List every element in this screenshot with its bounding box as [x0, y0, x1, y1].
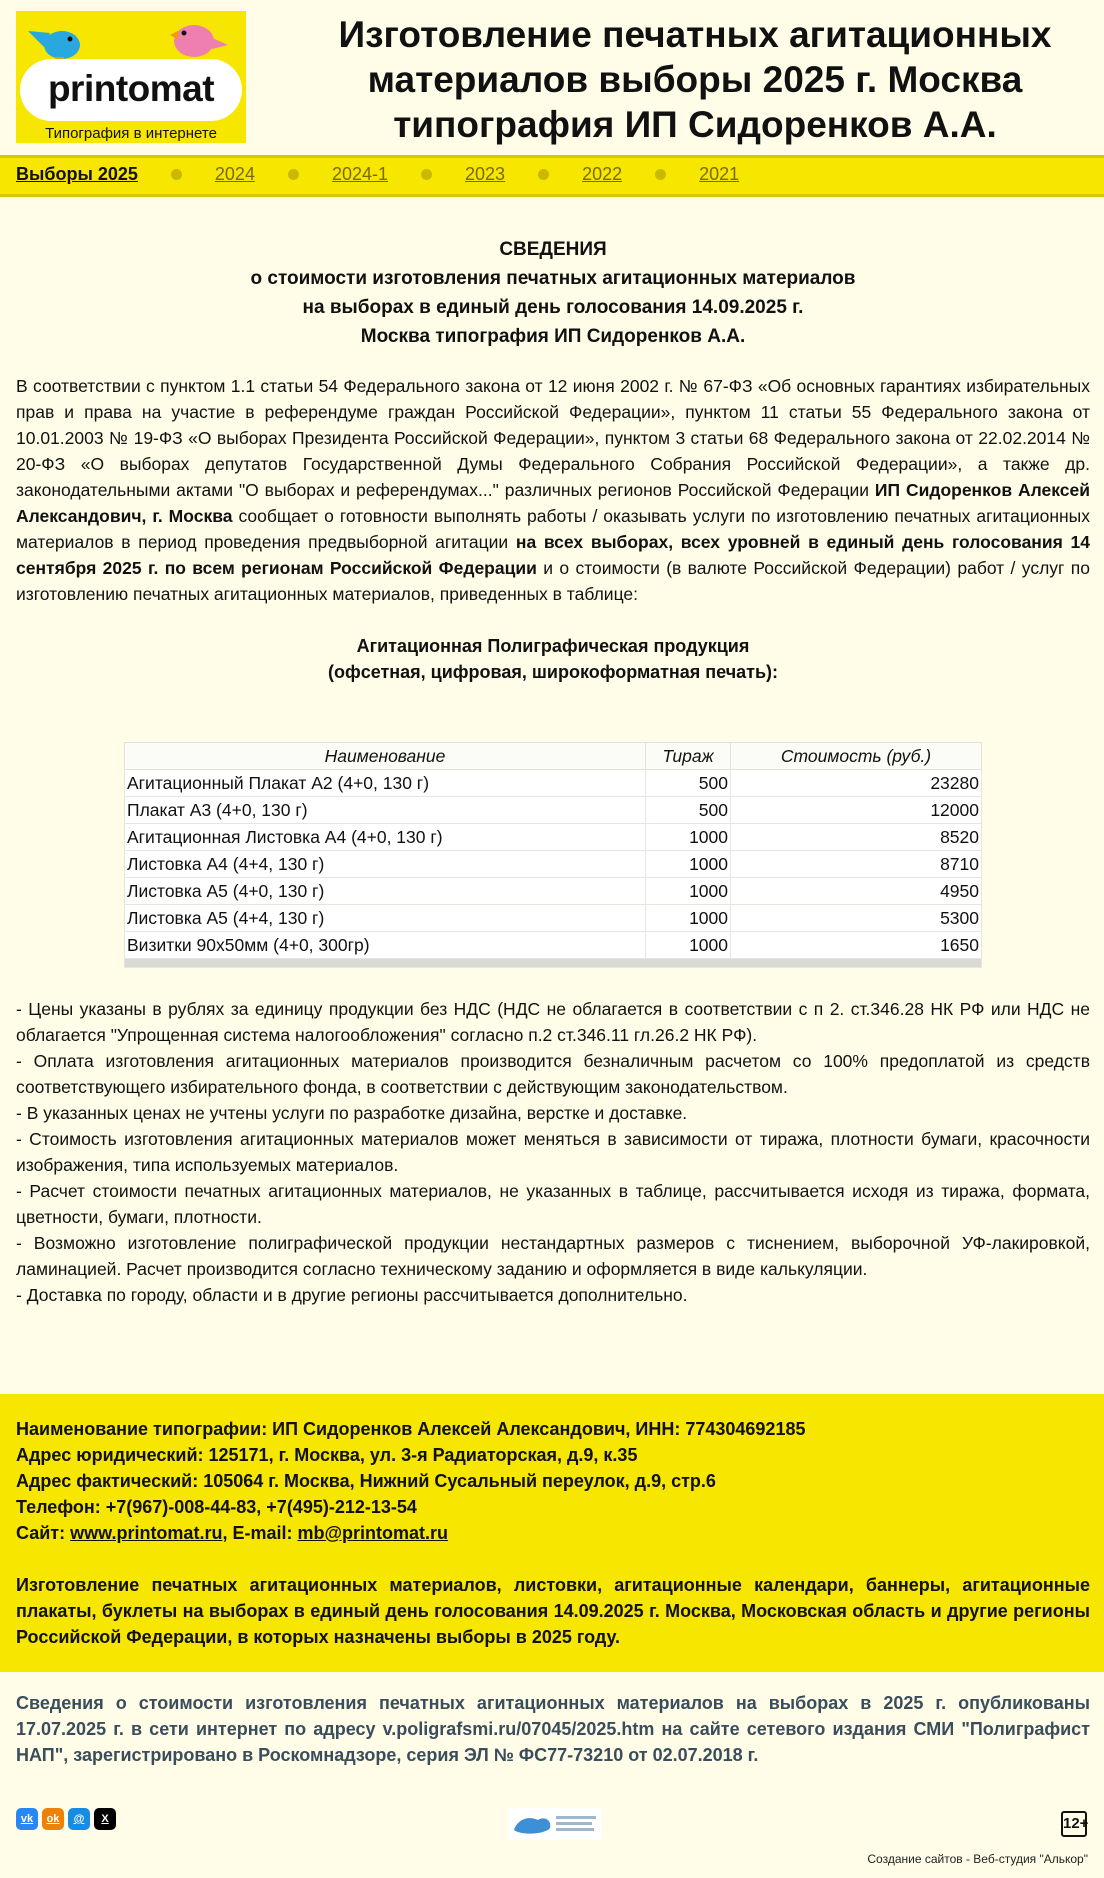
election-scope: на всех выборах, всех уровней в единый день голосования 14 сентября 2025 г. по всем регионам Российской Федерации — [16, 532, 1090, 578]
contacts-block — [0, 1394, 1104, 1672]
column-header-price: Стоимость (руб.) — [731, 743, 982, 770]
price-notes — [16, 996, 1090, 1308]
publication-notice: Сведения о стоимости изготовления печатных агитационных материалов на выборах в 2025 г. опубликованы 17.07.2025 г. в сети интернет по адресу v.poligrafsmi.ru/07045/2025.htm на сайте сетевого издания СМИ "Полиграфист НАП", зарегистрировано в Роскомнадзоре, серия ЭЛ № ФС77-73210 от 02.07.2018 г. — [16, 1693, 1090, 1765]
site-header — [0, 0, 1104, 155]
column-header-name: Наименование — [125, 743, 646, 770]
phone-line: Телефон: +7(967)-008-44-83, +7(495)-212-13-54 — [16, 1497, 417, 1517]
cell-quantity: 1000 — [646, 878, 731, 905]
legal-address: Адрес юридический: 125171, г. Москва, ул. 3-я Радиаторская, д.9, к.35 — [16, 1445, 638, 1465]
nav-item-2024[interactable]: 2024 — [214, 164, 255, 184]
cell-quantity: 1000 — [646, 851, 731, 878]
cell-quantity: 500 — [646, 770, 731, 797]
cell-price: 4950 — [731, 878, 982, 905]
email-link[interactable]: mb@printomat.ru — [297, 1523, 449, 1543]
cell-price: 8520 — [731, 824, 982, 851]
cell-product-name: Листовка А4 (4+4, 130 г) — [125, 851, 646, 878]
email-label: , E-mail: — [222, 1523, 298, 1543]
note-item: - Возможно изготовление полиграфической продукции нестандартных размеров с тиснением, выборочной УФ-лакировкой, ламинацией. Расчет производится согласно техническому заданию и оформляется в виде калькуляции. — [16, 1233, 1090, 1279]
table-header-row — [125, 743, 982, 770]
section-title-line: (офсетная, цифровая, широкоформатная печать): — [327, 662, 779, 682]
cell-quantity: 500 — [646, 797, 731, 824]
nav-item-2022[interactable]: 2022 — [582, 164, 623, 184]
document-heading — [16, 235, 1090, 351]
nav-separator — [538, 169, 549, 180]
social-links — [16, 1808, 120, 1830]
intro-paragraph — [16, 373, 1090, 607]
actual-address: Адрес фактический: 105064 г. Москва, Нижний Сусальный переулок, д.9, стр.6 — [16, 1471, 716, 1491]
logo-wordmark: printomat — [47, 68, 215, 109]
cell-product-name: Листовка А5 (4+0, 130 г) — [125, 878, 646, 905]
note-item: - Оплата изготовления агитационных материалов производится безналичным расчетом со 100% предоплатой из средств соответствующего избирательного фонда, в соответствии с действующим законодательством. — [16, 1051, 1090, 1097]
logo-tagline: Типография в интернете — [45, 125, 217, 142]
table-row — [125, 797, 982, 824]
intro-text: сообщает о готовности выполнять работы / оказывать услуги по изготовлению печатных агитационных материалов в период проведения предвыборной агитации — [16, 506, 1091, 552]
promo-text: Изготовление печатных агитационных материалов, листовки, агитационные календари, баннеры, агитационные плакаты, буклеты на выборах в единый день голосования 14.09.2025 г. Москва, Московская область и другие регионы Российской Федерации, в которых назначены выборы в 2025 году. — [16, 1575, 1090, 1647]
cell-quantity: 1000 — [646, 932, 731, 959]
table-footer-bar — [125, 959, 982, 968]
cell-price: 12000 — [731, 797, 982, 824]
intro-text: В соответствии с пунктом 1.1 статьи 54 Федерального закона от 12 июня 2002 г. № 67-ФЗ «Об основных гарантиях избирательных прав и права на участие в референдуме граждан Российской Федерации», пунктом 11 статьи 55 Федерального закона от 10.01.2003 № 19-ФЗ «О выборах Президента Российской Федерации», пунктом 3 статьи 68 Федерального закона от 22.02.2014 № 20-ФЗ «О выборах депутатов Государственной Думы Федерального Собрания Российской Федерации», а также др. законодательными актами "О выборах и референдумах..." различных регионов Российской Федерации — [16, 376, 1090, 500]
nav-item-2021[interactable]: 2021 — [699, 164, 740, 184]
cell-price: 1650 — [731, 932, 982, 959]
nav-item-2023[interactable]: 2023 — [465, 164, 506, 184]
heading-line: Москва типография ИП Сидоренков А.А. — [360, 326, 746, 347]
note-item: - Цены указаны в рублях за единицу продукции без НДС (НДС не облагается в соответствии с п 2. ст.346.28 НК РФ или НДС не облагается "Упрощенная система налогообложения" согласно п.2 ст.346.11 гл.26.2 НК РФ). — [16, 999, 1090, 1045]
main-content — [16, 235, 1090, 685]
odnoklassniki-icon[interactable]: ok — [42, 1808, 64, 1830]
column-header-quantity: Тираж — [646, 743, 731, 770]
logo-wordmark-bg — [20, 59, 242, 121]
cell-product-name: Агитационная Листовка А4 (4+0, 130 г) — [125, 824, 646, 851]
note-item: - Стоимость изготовления агитационных материалов может меняться в зависимости от тиража, плотности бумаги, красочности изображения, типа используемых материалов. — [16, 1129, 1090, 1175]
price-table — [124, 742, 982, 968]
page-title: Изготовление печатных агитационных материалов выборы 2025 г. Москва типография ИП Сидоренков А.А. — [338, 14, 1052, 145]
cell-quantity: 1000 — [646, 824, 731, 851]
cell-product-name: Агитационный Плакат А2 (4+0, 130 г) — [125, 770, 646, 797]
pink-bird-icon — [166, 17, 230, 63]
x-icon[interactable]: X — [94, 1808, 116, 1830]
nav-separator — [421, 169, 432, 180]
partner-logo[interactable] — [508, 1808, 602, 1840]
note-item: - В указанных ценах не учтены услуги по разработке дизайна, верстке и доставке. — [16, 1103, 688, 1123]
company-name-line: Наименование типографии: ИП Сидоренков Алексей Александович, ИНН: 774304692185 — [16, 1419, 806, 1439]
nav-separator — [655, 169, 666, 180]
note-item: - Доставка по городу, области и в другие регионы рассчитывается дополнительно. — [16, 1285, 688, 1305]
cell-quantity: 1000 — [646, 905, 731, 932]
year-nav — [0, 155, 1104, 197]
site-logo[interactable] — [16, 11, 246, 143]
site-label: Сайт: — [16, 1523, 71, 1543]
note-item: - Расчет стоимости печатных агитационных материалов, не указанных в таблице, рассчитывается исходя из тиража, формата, цветности, бумаги, плотности. — [16, 1181, 1090, 1227]
cell-product-name: Визитки 90х50мм (4+0, 300гр) — [125, 932, 646, 959]
section-title-line: Агитационная Полиграфическая продукция — [356, 636, 750, 656]
cell-product-name: Листовка А5 (4+4, 130 г) — [125, 905, 646, 932]
table-row — [125, 878, 982, 905]
site-link[interactable]: www.printomat.ru — [70, 1523, 223, 1543]
table-row — [125, 932, 982, 959]
web-studio-credit[interactable]: Создание сайтов - Веб-студия "Алькор" — [867, 1852, 1088, 1866]
table-row — [125, 824, 982, 851]
heading-line: на выборах в единый день голосования 14.09.2025 г. — [302, 297, 804, 318]
intro-text: и о стоимости (в валюте Российской Федерации) работ / услуг по изготовлению печатных агитационных материалов, приведенных в таблице: — [16, 558, 1090, 604]
heading-line: о стоимости изготовления печатных агитационных материалов — [250, 268, 856, 289]
nav-item-2025[interactable]: Выборы 2025 — [16, 164, 138, 184]
table-row — [125, 770, 982, 797]
vk-icon[interactable]: vk — [16, 1808, 38, 1830]
table-row — [125, 851, 982, 878]
table-footer-row — [125, 959, 982, 968]
nav-separator — [171, 169, 182, 180]
cell-price: 23280 — [731, 770, 982, 797]
site-email-line — [16, 1520, 1090, 1546]
cell-price: 5300 — [731, 905, 982, 932]
moimir-icon[interactable]: @ — [68, 1808, 90, 1830]
heading-line: СВЕДЕНИЯ — [499, 239, 607, 260]
section-title — [16, 633, 1090, 685]
company-name: ИП Сидоренков Алексей Александович, г. Москва — [16, 480, 1090, 526]
nav-separator — [288, 169, 299, 180]
nav-item-2024-1[interactable]: 2024-1 — [331, 164, 389, 184]
cell-product-name: Плакат А3 (4+0, 130 г) — [125, 797, 646, 824]
table-row — [125, 905, 982, 932]
cell-price: 8710 — [731, 851, 982, 878]
age-rating-badge: 12+ — [1061, 1811, 1087, 1837]
